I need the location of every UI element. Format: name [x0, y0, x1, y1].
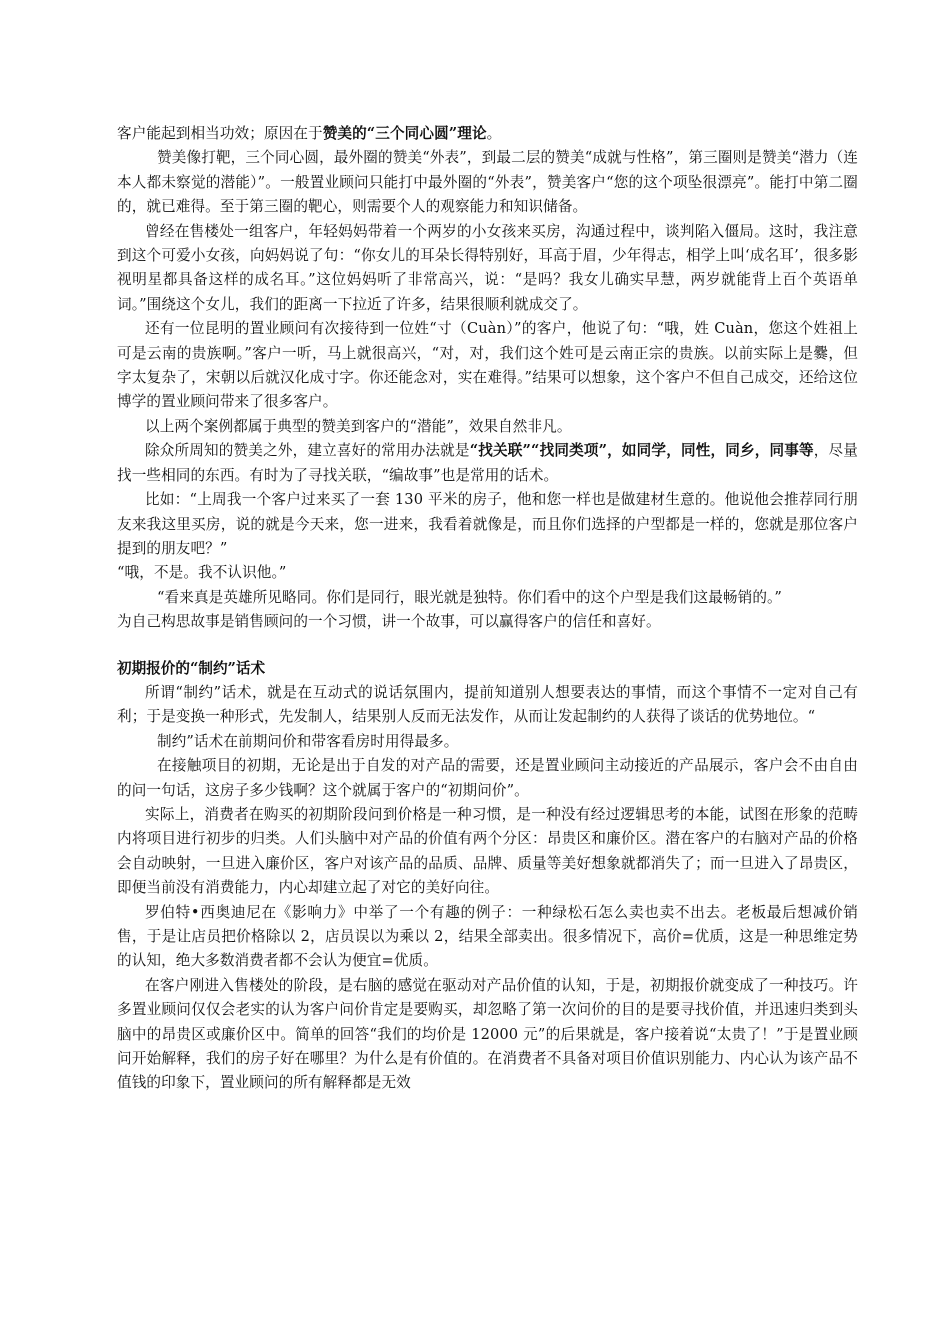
paragraph-3: 曾经在售楼处一组客户，年轻妈妈带着一个两岁的小女孩来买房，沟通过程中，谈判陷入僵局。这时，我注意到这个可爱小女孩，向妈妈说了句：“你女儿的耳朵长得特别好，耳高于眉，少年得志，相学上叫‘成名耳’，很多影视明星都具备这样的成名耳。”这位妈妈听了非常高兴，说：“是吗？我女儿确实早慧，两岁就能背上百个英语单词。”围绕这个女儿，我们的距离一下拉近了许多，结果很顺利就成交了。	[117, 222, 858, 313]
paragraph-4: 还有一位昆明的置业顾问有次接待到一位姓“寸（Cuàn）”的客户，他说了句：“哦，姓 Cuàn，您这个姓祖上可是云南的贵族啊。”客户一听，马上就很高兴，“对，对，我们这个姓可是云南正宗的贵族。以前实际上是爨，但字太复杂了，宋朝以后就汉化成寸字。你还能念对，实在难得。”结果可以想象，这个客户不但自己成交，还给这位博学的置业顾问带来了很多客户。	[117, 320, 858, 411]
paragraph-7: 比如：“上周我一个客户过来买了一套 130 平米的房子，他和您一样也是做建材生意的。他说他会推荐同行朋友来我这里买房，说的就是今天来，您一进来，我看着就像是，而且你们选择的户型都是一样的，您就是那位客户提到的朋友吧？”	[117, 491, 858, 557]
paragraph-16: 在客户刚进入售楼处的阶段，是右脑的感觉在驱动对产品价值的认知，于是，初期报价就变成了一种技巧。许多置业顾问仅仅会老实的认为客户问价肯定是要购买，却忽略了第一次问价的目的是要寻找价值，并迅速归类到头脑中的昂贵区或廉价区中。简单的回答“我们的均价是 12000 元”的后果就是，客户接着说“太贵了！”于是置业顾问开始解释，我们的房子好在哪里？为什么是有价值的。在消费者不具备对项目价值识别能力、内心认为该产品不值钱的印象下，置业顾问的所有解释都是无效	[117, 976, 858, 1092]
paragraph-6: 除众所周知的赞美之外，建立喜好的常用办法就是“找关联”“找同类项”，如同学，同性，同乡，同事等，尽量找一些相同的东西。有时为了寻找关联，“编故事”也是常用的话术。	[117, 442, 858, 484]
paragraph-13: 在接触项目的初期，无论是出于自发的对产品的需要，还是置业顾问主动接近的产品展示，客户会不由自由的问一句话，这房子多少钱啊？这个就属于客户的“初期问价”。	[117, 757, 858, 799]
paragraph-12: 制约”话术在前期问价和带客看房时用得最多。	[157, 732, 459, 750]
paragraph-1: 客户能起到相当功效；原因在于赞美的“三个同心圆”理论。	[117, 125, 502, 142]
paragraph-10: 为自己构思故事是销售顾问的一个习惯，讲一个故事，可以赢得客户的信任和喜好。	[117, 613, 661, 631]
paragraph-9: “看来真是英雄所见略同。你们是同行，眼光就是独特。你们看中的这个户型是我们这最畅销的。”	[157, 588, 782, 606]
paragraph-8: “哦，不是。我不认识他。”	[117, 564, 287, 582]
bold-phrase-find-relation: “找关联”“找同类项”，如同学，同性，同乡，同事等	[469, 442, 814, 460]
paragraph-11: 所谓“制约”话术，就是在互动式的说话氛围内，提前知道别人想要表达的事情，而这个事情不一定对自己有利；于是变换一种形式，先发制人，结果别人反而无法发作，从而让发起制约的人获得了谈话的优势地位。“	[117, 683, 858, 726]
paragraph-5: 以上两个案例都属于典型的赞美到客户的“潜能”，效果自然非凡。	[145, 417, 572, 435]
paragraph-15: 罗伯特•西奥迪尼在《影响力》中举了一个有趣的例子：一种绿松石怎么卖也卖不出去。老板最后想减价销售，于是让店员把价格除以 2，店员误以为乘以 2，结果全部卖出。很多情况下，高价=优质，这是一种思维定势的认知，绝大多数消费者都不会认为便宜=优质。	[117, 903, 858, 970]
section-heading: 初期报价的“制约”话术	[117, 659, 266, 677]
paragraph-14: 实际上，消费者在购买的初期阶段问到价格是一种习惯，是一种没有经过逻辑思考的本能，试图在形象的范畴内将项目进行初步的归类。人们头脑中对产品的价值有两个分区：昂贵区和廉价区。潜在客户的右脑对产品的价格会自动映射，一旦进入廉价区，客户对该产品的品质、品牌、质量等美好想象就都消失了；而一旦进入了昂贵区，即便当前没有消费能力，内心却建立起了对它的美好向往。	[117, 805, 858, 897]
paragraph-2: 赞美像打靶，三个同心圆，最外圈的赞美“外表”，到最二层的赞美“成就与性格”，第三圈则是赞美“潜力（连本人都未察觉的潜能）”。一般置业顾问只能打中最外圈的“外表”，赞美客户“您的这个项坠很漂亮”。能打中第二圈的，就已难得。至于第三圈的靶心，则需要个人的观察能力和知识储备。	[117, 149, 858, 216]
bold-phrase-concentric-circles: 赞美的“三个同心圆”理论	[322, 125, 487, 142]
